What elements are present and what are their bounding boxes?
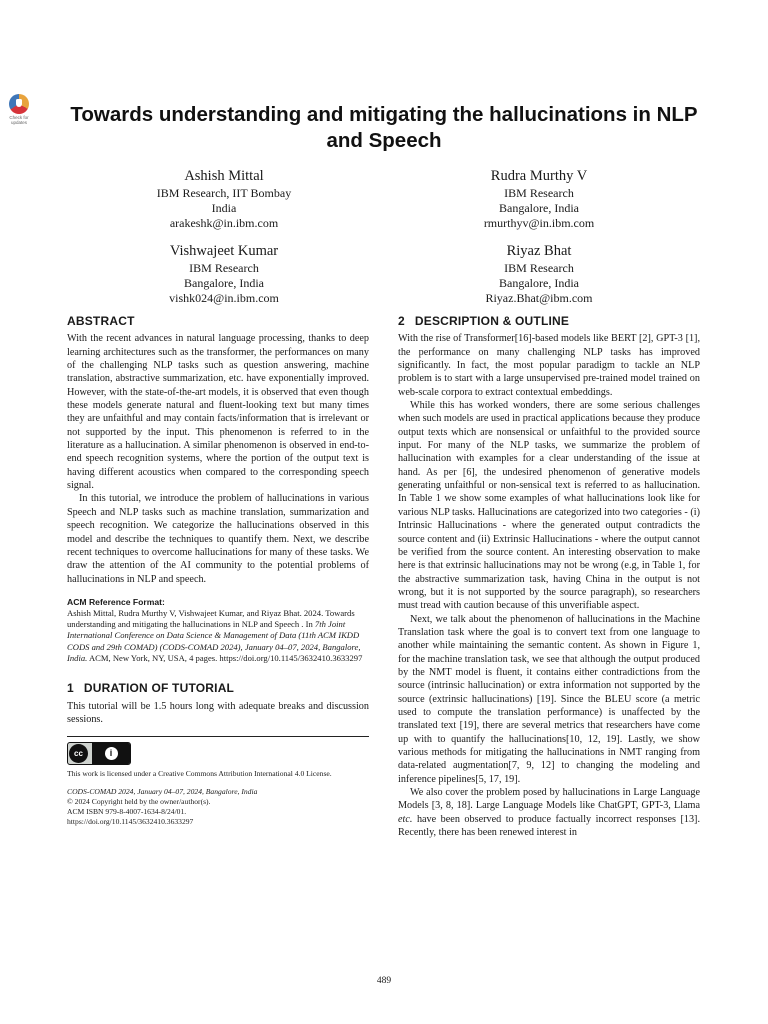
license-text: This work is licensed under a Creative Commons Attribution International 4.0 License. bbox=[67, 769, 332, 779]
abstract-paragraph: In this tutorial, we introduce the problem of hallucinations in various Speech and NLP tasks such as machine translation, summarization and speech recognition. We categorize the hallucinations observed in this model and describe the techniques to quantify them. Next, we describe recent techniques to overcome hallucinations for many of these tasks. We draw the attention of the AI community to the potential problems of hallucinations in NLP and speech. bbox=[67, 493, 369, 585]
author-name: Rudra Murthy V bbox=[490, 168, 588, 184]
acm-reference-venue: 7th Joint International Conference on Data Science & Management of Data (11th ACM IKDD CODS and 29th COMAD) (CODS-COMAD 2024), January 04–07, 2024, Bangalore, India. bbox=[67, 619, 361, 664]
acm-reference-authors: Ashish Mittal, Rudra Murthy V, Vishwajeet Kumar, and Riyaz Bhat. 2024. Towards understanding and mitigating the hallucinations in NLP and Speech . In bbox=[67, 607, 355, 630]
author-email: arakeshk@in.ibm.com bbox=[169, 216, 279, 230]
footnote-divider bbox=[67, 736, 369, 737]
section-title: DESCRIPTION & OUTLINE bbox=[414, 314, 570, 328]
doi-link[interactable]: https://doi.org/10.1145/3632410.3633297 bbox=[67, 817, 194, 827]
paragraph-italic: etc. bbox=[398, 813, 413, 825]
author-location: India bbox=[211, 201, 237, 215]
section-paragraph: Next, we talk about the phenomenon of hallucinations in the Machine Translation task where the goal is to convert text from one language to another while maintaining the semantic content. As shown in Figure 1, for the machine translation task, we see that although the output produced by the NMT model is fluent, it contains either contradictions from the source (intrinsic hallucination) or extra information not supported by the source (extrinsic hallucinations) [19]. Since the BLEU score (a metric used to compute the translation performance) is unaffected by the translated text [19], there are several metrics that researchers have come up with to quantify the hallucinations[10, 12, 19]. Lastly, we show various methods for mitigating the hallucinations in NMT ranging from data-related augmentation[7, 9, 12] to changing the modeling and inference pipelines[5, 17, 19]. bbox=[398, 613, 700, 785]
author-email: rmurthyv@in.ibm.com bbox=[483, 216, 595, 230]
section-title: DURATION OF TUTORIAL bbox=[83, 681, 235, 696]
check-for-updates-icon bbox=[9, 94, 29, 114]
section-number: 1 bbox=[67, 681, 74, 696]
abstract-heading: ABSTRACT bbox=[67, 314, 135, 328]
paragraph-text: have been observed to produce factually incorrect responses [13]. Recently, there has been renewed interest in bbox=[398, 813, 700, 839]
cc-by-segment bbox=[92, 743, 130, 764]
abstract-paragraph: With the recent advances in natural language processing, thanks to deep learning architectures such as the transformer, the performances on many of the challenging NLP tasks such as question answering, machine translation, abstractive summarization, etc. have exponentially improved. However, with the state-of-the-art models, it is observed that even though these models generate natural and fluent-looking text but many times they are unfaithful and may contain facts/information that is irrelevant or not supported by the input. This phenomenon is referred to in the literature as a hallucination. A similar phenomenon is observed in end-to-end speech recognition systems, where the portion of the output text is having different acoustics when compared to the corresponding speech signal. bbox=[67, 333, 369, 492]
author-block bbox=[389, 242, 689, 306]
right-column bbox=[398, 315, 700, 839]
section-paragraph: This tutorial will be 1.5 hours long with adequate breaks and discussion sessions. bbox=[67, 700, 369, 726]
section-heading bbox=[67, 682, 369, 695]
page-number: 489 bbox=[376, 976, 392, 986]
section-paragraph: While this has worked wonders, there are some serious challenges when such models are used in practical applications because they produce output texts which are nonsensical or unfaithful to the provided source input. For many of the NLP tasks, we summarize the problem of hallucination with examples for a clear understanding of the issue at hand. As per [6], the undesired phenomenon of generative models generating unfaithful or non-sensical text is referred to as hallucination. In Table 1 we show some examples of what hallucinations look like for various NLP tasks. Hallucinations are categorized into two categories - (i) Intrinsic Hallucinations - where the generated output contradicts the source content and (ii) Extrinsic Hallucinations - where the output cannot be verified from the source content. An interesting observation to make here is that extrinsic hallucinations may not be wrong (e.g, in Table 1, for the abstractive summarization task, having China in the output is not wrong, but it is not supported by the source paragraph), so researchers must tread with caution because of this unverifiable aspect. bbox=[398, 400, 700, 612]
author-affiliation: IBM Research bbox=[504, 186, 574, 200]
conference-info bbox=[67, 787, 369, 797]
section-number: 2 bbox=[398, 314, 405, 328]
section-paragraph bbox=[398, 786, 700, 839]
author-location: Bangalore, India bbox=[499, 201, 579, 215]
copyright-line: © 2024 Copyright held by the owner/author(s). bbox=[67, 797, 211, 807]
badge-label: Check for updates bbox=[9, 115, 29, 125]
attribution-icon: i bbox=[105, 747, 118, 760]
author-location: Bangalore, India bbox=[499, 276, 579, 290]
author-block bbox=[74, 167, 374, 231]
left-column bbox=[67, 315, 369, 827]
author-block bbox=[74, 242, 374, 306]
creative-commons-badge[interactable] bbox=[67, 742, 131, 765]
conference-name: CODS-COMAD 2024, January 04–07, 2024, Bangalore, India bbox=[67, 787, 258, 797]
author-block bbox=[389, 167, 689, 231]
author-name: Ashish Mittal bbox=[184, 168, 264, 184]
acm-reference-heading: ACM Reference Format: bbox=[67, 596, 165, 607]
author-name: Riyaz Bhat bbox=[506, 243, 572, 259]
author-name: Vishwajeet Kumar bbox=[169, 243, 279, 259]
section-heading bbox=[398, 315, 700, 328]
author-affiliation: IBM Research bbox=[504, 261, 574, 275]
check-for-updates-badge[interactable] bbox=[4, 94, 34, 128]
cc-icon: cc bbox=[69, 744, 88, 763]
paper-title: Towards understanding and mitigating the hallucinations in NLP and Speech bbox=[70, 103, 698, 152]
author-affiliation: IBM Research, IIT Bombay bbox=[156, 186, 292, 200]
isbn-line: ACM ISBN 979-8-4007-1634-8/24/01. bbox=[67, 807, 187, 817]
author-email: vishk024@in.ibm.com bbox=[169, 291, 279, 305]
acm-reference-text bbox=[67, 608, 369, 664]
author-location: Bangalore, India bbox=[184, 276, 264, 290]
acm-reference-publisher[interactable]: ACM, New York, NY, USA, 4 pages. https://doi.org/10.1145/3632410.3633297 bbox=[87, 653, 363, 664]
section-paragraph: With the rise of Transformer[16]-based models like BERT [2], GPT-3 [1], the performance on many challenging NLP tasks has improved significantly. In fact, the most popular paradigm to tackle an NLP problem is to start with a large unsupervised pre-trained model trained on web-scale corpora to extract contextual embeddings. bbox=[398, 333, 700, 398]
author-affiliation: IBM Research bbox=[189, 261, 259, 275]
author-email: Riyaz.Bhat@ibm.com bbox=[485, 291, 593, 305]
paragraph-text: We also cover the problem posed by hallucinations in Large Language Models [3, 8, 18]. Large Language Models like ChatGPT, GPT-3, Llama bbox=[398, 787, 700, 812]
